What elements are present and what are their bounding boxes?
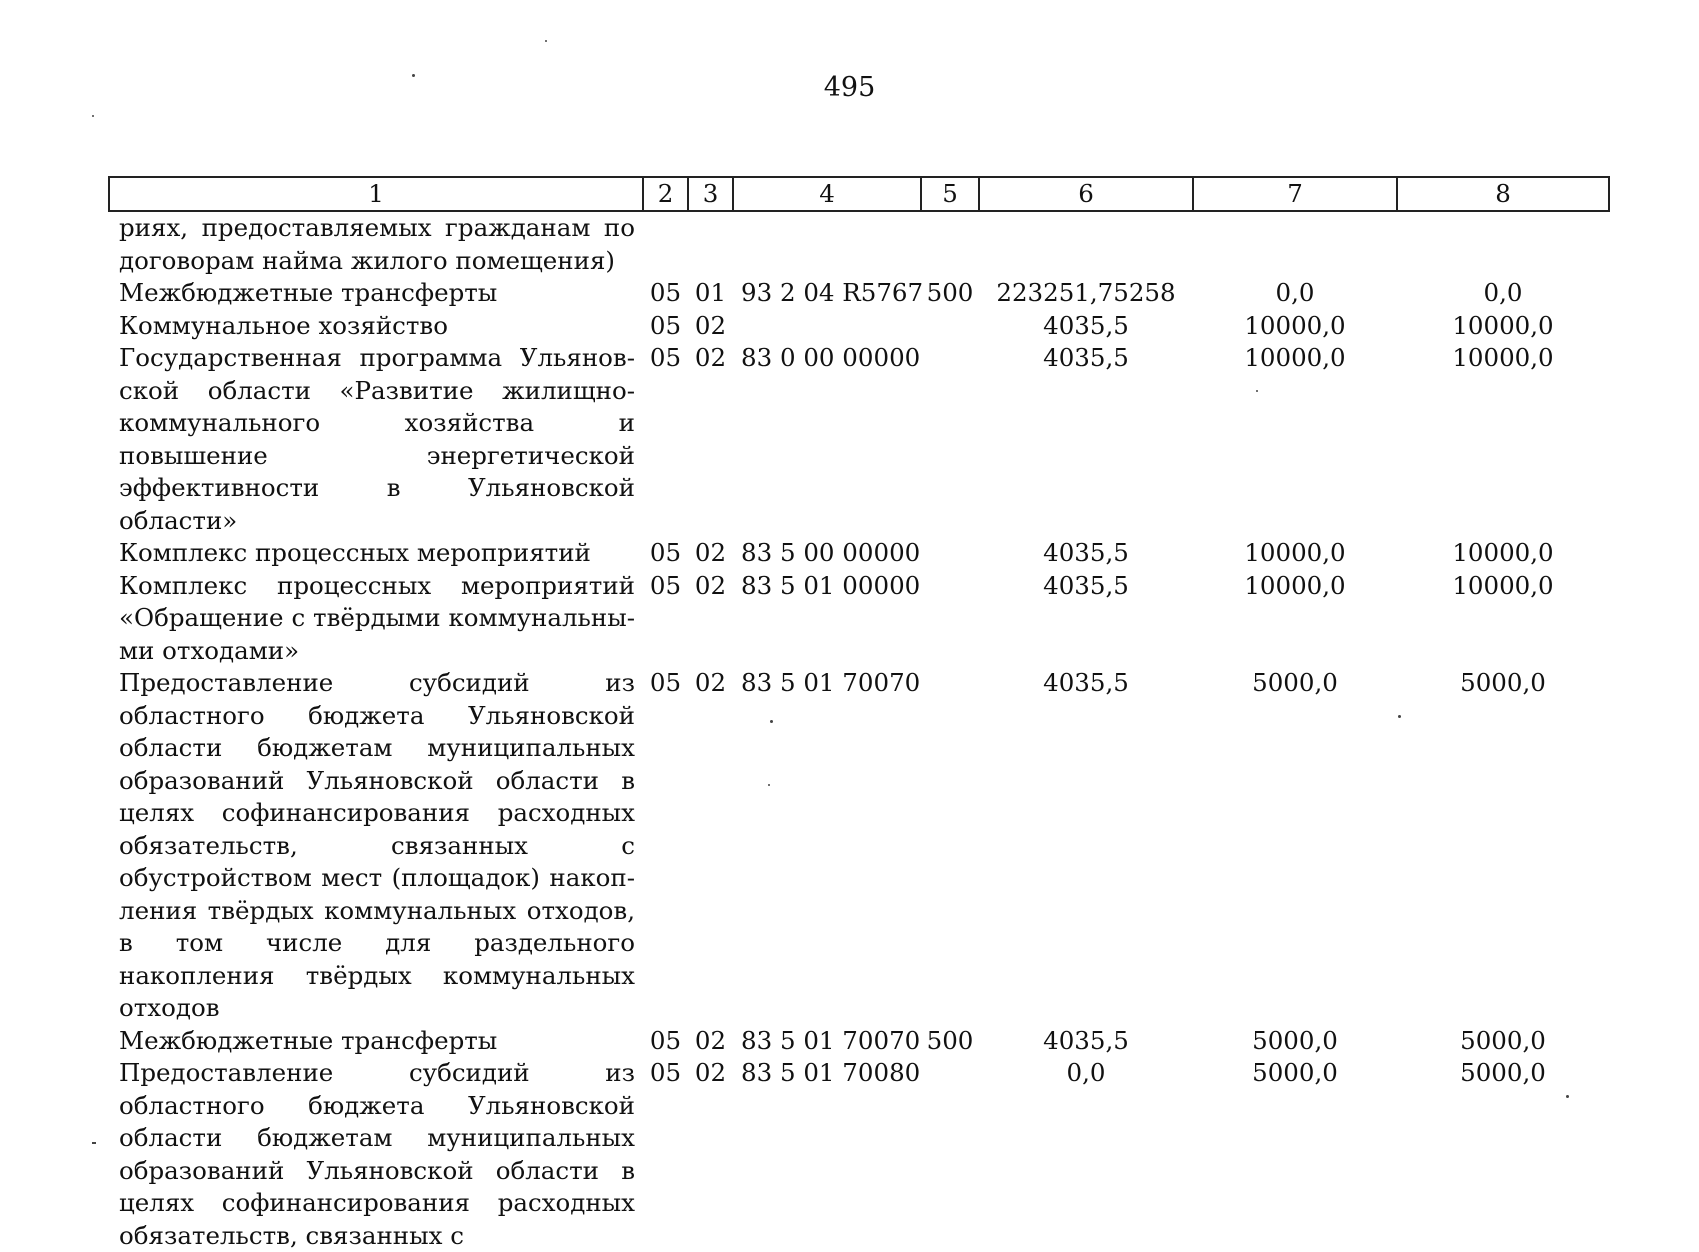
- row-name: Предоставление субсидий из областного бюджета Ульяновской области бюджетам муниципальных образований Ульяновской области в целях софинансирования расходных обязательств, связанных с обустройством мест (площадок) накопления твёрдых коммунальных отходов, в том числе для раздельного накопления твёрдых коммунальных отходов: [119, 668, 635, 1022]
- row-subsection: 02: [694, 668, 727, 697]
- row-target-code: 83 5 00 00000: [741, 538, 921, 567]
- row-amount-col6: 223251,75258: [996, 278, 1176, 307]
- table-row: [109, 1025, 1609, 1058]
- table-row: [109, 537, 1609, 570]
- row-expense-type: [921, 342, 979, 537]
- row-amount-col7: 5000,0: [1252, 668, 1338, 697]
- row-amount-col8: 5000,0: [1460, 668, 1546, 697]
- column-header: 7: [1193, 177, 1397, 211]
- row-subsection: 02: [694, 1058, 727, 1087]
- table-row: [109, 342, 1609, 537]
- row-target-code: 83 5 01 00000: [741, 570, 921, 600]
- row-target-code: 83 5 01 70070: [741, 1025, 921, 1055]
- table-row: [109, 277, 1609, 310]
- row-subsection: 01: [694, 278, 727, 307]
- column-header: 3: [688, 177, 733, 211]
- row-subsection: 02: [694, 1025, 727, 1055]
- row-amount-col6: 4035,5: [1043, 343, 1129, 372]
- row-target-code: 83 0 00 00000: [741, 343, 921, 372]
- scan-speck: [412, 74, 415, 77]
- row-amount-col7: 10000,0: [1244, 538, 1346, 567]
- row-amount-col8: 5000,0: [1460, 1025, 1546, 1055]
- row-amount-col8: 10000,0: [1452, 310, 1554, 340]
- row-name: Государственная программа Ульяновской области «Развитие жилищно-коммунального хозяйства и повышение энергетической эффективности в Ульяновской области»: [119, 343, 635, 535]
- budget-table: [108, 176, 1610, 1252]
- row-amount-col6: [979, 211, 1193, 277]
- table-row: [109, 310, 1609, 343]
- scan-speck: [545, 40, 547, 42]
- row-section: 05: [649, 1025, 682, 1055]
- row-amount-col7: 0,0: [1275, 278, 1315, 307]
- row-amount-col8: 0,0: [1483, 278, 1523, 307]
- row-section: [643, 211, 688, 277]
- row-amount-col8: 10000,0: [1452, 343, 1554, 372]
- row-amount-col7: 10000,0: [1244, 343, 1346, 372]
- row-expense-type: [921, 570, 979, 668]
- row-expense-type: [921, 211, 979, 277]
- row-amount-col8: 10000,0: [1452, 538, 1554, 567]
- column-header: 4: [733, 177, 921, 211]
- page-number: 495: [823, 72, 876, 103]
- row-target-code: [733, 310, 921, 343]
- row-amount-col6: 4035,5: [1043, 668, 1129, 697]
- row-subsection: 02: [694, 570, 727, 600]
- row-section: 05: [649, 538, 682, 567]
- row-expense-type: 500: [926, 1025, 974, 1055]
- row-subsection: 02: [694, 343, 727, 372]
- row-expense-type: [921, 310, 979, 343]
- row-section: 05: [649, 310, 682, 340]
- row-expense-type: [921, 537, 979, 570]
- row-section: 05: [649, 570, 682, 600]
- row-section: 05: [649, 668, 682, 697]
- row-amount-col7: 5000,0: [1252, 1058, 1338, 1087]
- row-subsection: 02: [694, 538, 727, 567]
- row-section: 05: [649, 343, 682, 372]
- column-header: 2: [643, 177, 688, 211]
- row-expense-type: 500: [926, 278, 974, 307]
- row-name: Межбюджетные трансферты: [119, 1025, 498, 1055]
- scan-speck: [92, 115, 94, 117]
- row-amount-col7: 10000,0: [1244, 310, 1346, 340]
- scan-speck: [92, 1142, 96, 1144]
- row-target-code: 83 5 01 70080: [741, 1058, 921, 1087]
- row-expense-type: [921, 1057, 979, 1252]
- row-target-code: 93 2 04 R5767: [741, 278, 924, 307]
- row-amount-col6: 4035,5: [1043, 1025, 1129, 1055]
- row-name: Комплекс процессных мероприятий «Обращение с твёрдыми коммунальными отходами»: [119, 570, 635, 665]
- table-row: [109, 570, 1609, 668]
- row-amount-col6: 4035,5: [1043, 310, 1129, 340]
- row-section: 05: [649, 1058, 682, 1087]
- row-amount-col8: [1397, 211, 1609, 277]
- row-section: 05: [649, 278, 682, 307]
- column-header: 6: [979, 177, 1193, 211]
- row-name: Предоставление субсидий из областного бюджета Ульяновской области бюджетам муниципальных образований Ульяновской области в целях софинансирования расходных обязательств, связанных с: [119, 1058, 635, 1250]
- row-amount-col6: 4035,5: [1043, 570, 1129, 600]
- table-row: [109, 211, 1609, 277]
- row-subsection: [688, 211, 733, 277]
- row-target-code: 83 5 01 70070: [741, 668, 921, 697]
- column-header: 5: [921, 177, 979, 211]
- row-subsection: 02: [694, 310, 727, 340]
- row-amount-col8: 5000,0: [1460, 1058, 1546, 1087]
- table-header-row: [109, 177, 1609, 211]
- column-header: 1: [109, 177, 643, 211]
- row-amount-col7: [1193, 211, 1397, 277]
- table-row: [109, 1057, 1609, 1252]
- row-amount-col7: 10000,0: [1244, 570, 1346, 600]
- row-name: Коммунальное хозяйство: [119, 310, 448, 340]
- row-expense-type: [921, 667, 979, 1025]
- table-row: [109, 667, 1609, 1025]
- column-header: 8: [1397, 177, 1609, 211]
- row-amount-col6: 0,0: [1066, 1058, 1106, 1087]
- row-target-code: [733, 211, 921, 277]
- row-amount-col8: 10000,0: [1452, 570, 1554, 600]
- row-amount-col6: 4035,5: [1043, 538, 1129, 567]
- row-amount-col7: 5000,0: [1252, 1025, 1338, 1055]
- row-name: риях, предоставляемых гражданам по договорам найма жилого помещения): [119, 213, 635, 275]
- row-name: Межбюджетные трансферты: [119, 278, 498, 307]
- row-name: Комплекс процессных мероприятий: [119, 538, 591, 567]
